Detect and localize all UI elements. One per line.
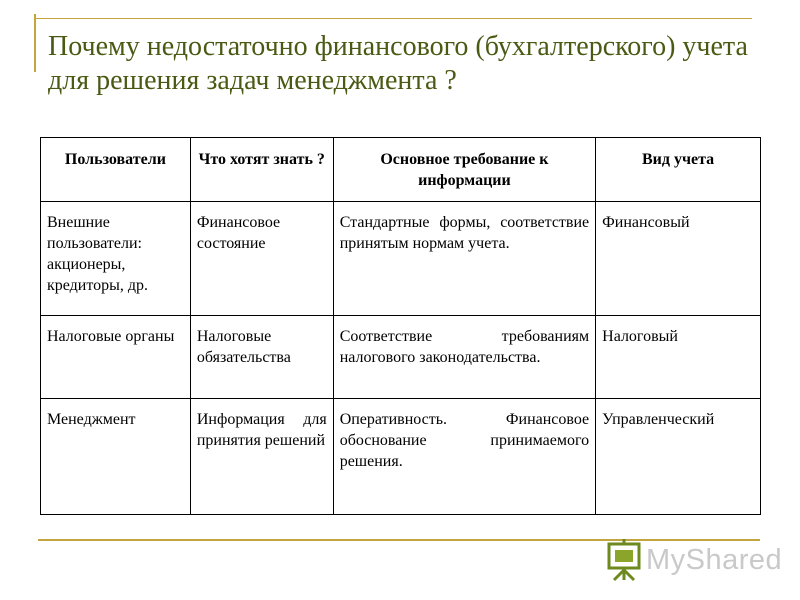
cell-accounting-type: Управленческий: [596, 399, 761, 515]
cell-accounting-type: Налоговый: [596, 316, 761, 399]
logo-text: MyShared: [646, 544, 783, 576]
myshared-logo[interactable]: [606, 538, 783, 582]
table-header-row: [41, 138, 761, 202]
cell-requirement: Оперативность. Финансовое обоснование принимаемого решения.: [333, 399, 595, 515]
cell-users: Внешние пользователи: акционеры, кредиторы, др.: [41, 202, 191, 316]
table-row: [41, 399, 761, 515]
cell-what-to-know: Налоговые обязательства: [190, 316, 333, 399]
decorative-top-line: [34, 18, 752, 19]
header-main-requirement: Основное требование к информации: [333, 138, 595, 202]
table-row: [41, 202, 761, 316]
cell-what-to-know: Информация для принятия решений: [190, 399, 333, 515]
cell-users: Менеджмент: [41, 399, 191, 515]
accounting-comparison-table: [40, 137, 761, 515]
cell-accounting-type: Финансовый: [596, 202, 761, 316]
slide-title: Почему недостаточно финансового (бухгалтерского) учета для решения задач менеджмента ?: [48, 31, 748, 96]
header-accounting-type: Вид учета: [596, 138, 761, 202]
cell-users: Налоговые органы: [41, 316, 191, 399]
header-what-to-know: Что хотят знать ?: [190, 138, 333, 202]
table-row: [41, 316, 761, 399]
cell-requirement: Стандартные формы, соответствие принятым нормам учета.: [333, 202, 595, 316]
decorative-vertical-line: [34, 14, 36, 72]
presentation-board-icon: [606, 538, 642, 582]
cell-what-to-know: Финансовое состояние: [190, 202, 333, 316]
header-users: Пользователи: [41, 138, 191, 202]
cell-requirement: Соответствие требованиям налогового законодательства.: [333, 316, 595, 399]
